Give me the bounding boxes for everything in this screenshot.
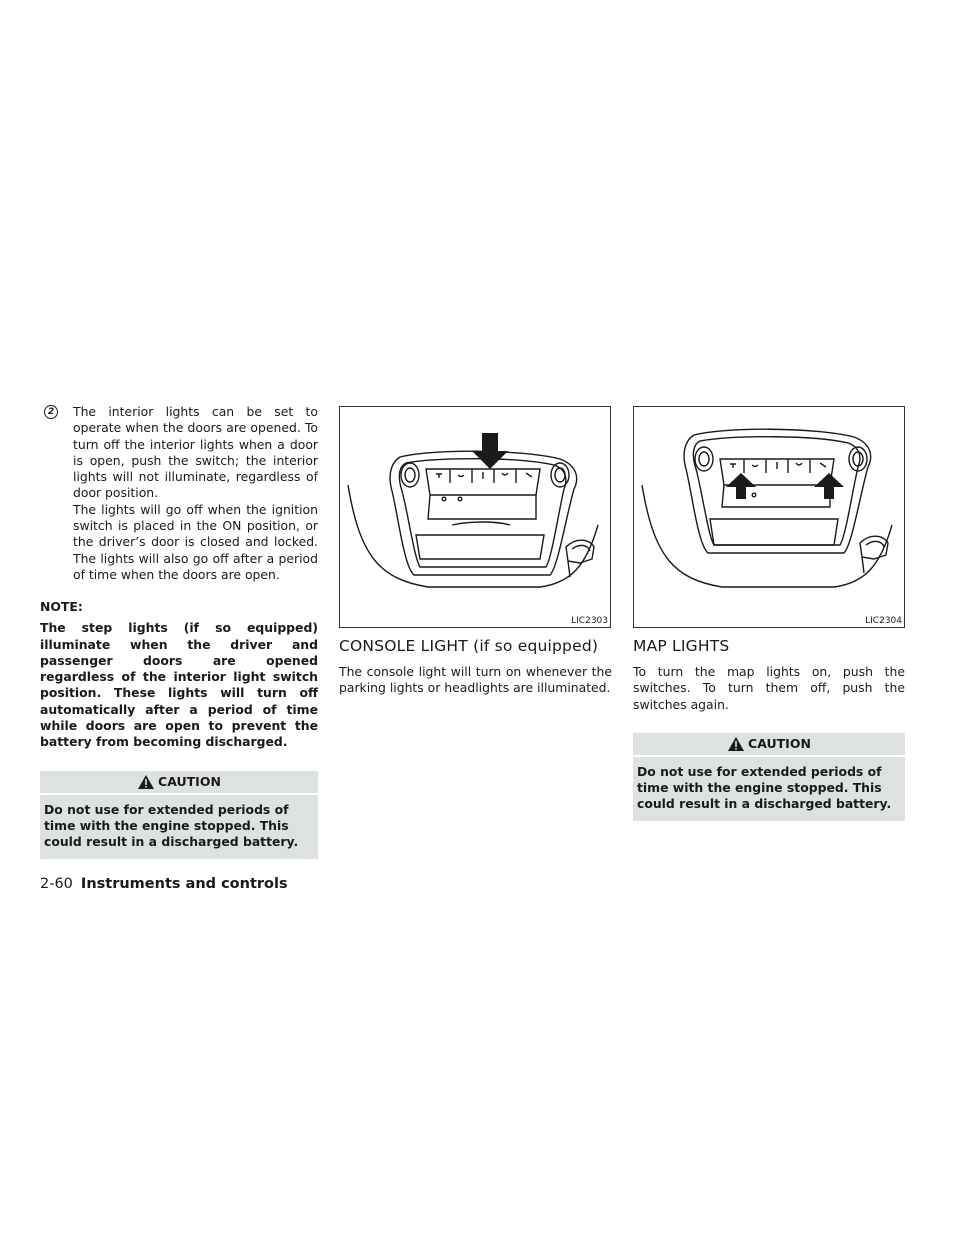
section-heading: MAP LIGHTS (633, 637, 730, 655)
column-right (633, 406, 905, 821)
caution-box (633, 733, 905, 821)
section-text: To turn the map lights on, push the switches. To turn them off, push the switches again. (633, 664, 905, 712)
warning-icon (137, 774, 155, 790)
column-left (40, 404, 318, 859)
figure-label: LIC2304 (865, 616, 902, 626)
column-middle (339, 406, 612, 697)
map-lights-figure (633, 406, 905, 628)
caution-title: CAUTION (158, 774, 221, 790)
section-heading: CONSOLE LIGHT (if so equipped) (339, 637, 599, 655)
item-paragraph: The interior lights can be set to operate when the doors are opened. To turn off the interior lights when a door is open, push the switch; the interior lights will not illuminate, regardless of door position. (73, 404, 318, 501)
console-light-illustration (340, 407, 612, 629)
note-heading: NOTE: (40, 599, 83, 615)
item-number-badge: 2 (44, 405, 58, 419)
list-item (40, 404, 318, 583)
caution-header (633, 733, 905, 757)
map-lights-illustration (634, 407, 906, 629)
page-footer (40, 876, 288, 892)
caution-header (40, 771, 318, 795)
caution-text: Do not use for extended periods of time with the engine stopped. This could result in a discharged battery. (637, 763, 892, 812)
caution-text: Do not use for extended periods of time with the engine stopped. This could result in a discharged battery. (44, 801, 299, 850)
section-text: The console light will turn on whenever the parking lights or headlights are illuminated. (339, 664, 612, 696)
warning-icon (727, 736, 745, 752)
note-text: The step lights (if so equipped) illuminate when the driver and passenger doors are opened regardless of the interior light switch position. These lights will turn off automatically after a period of time while doors are open to prevent the battery from becoming discharged. (40, 620, 318, 750)
figure-label: LIC2303 (571, 616, 608, 626)
item-paragraph: The lights will go off when the ignition switch is placed in the ON position, or the driver’s door is closed and locked. The lights will also go off after a period of time when the doors are open. (73, 501, 318, 582)
console-light-figure (339, 406, 611, 628)
caution-box (40, 771, 318, 859)
page-number: 2-60 (40, 876, 73, 892)
section-title: Instruments and controls (80, 876, 288, 892)
caution-title: CAUTION (748, 736, 811, 752)
